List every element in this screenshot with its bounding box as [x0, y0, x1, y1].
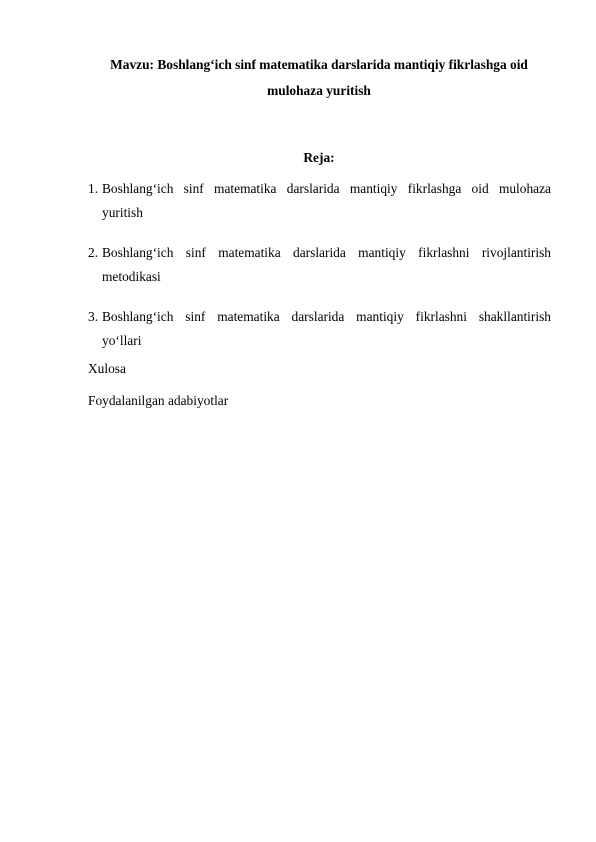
document-title-line-2: mulohaza yuritish: [267, 83, 371, 98]
document-title-line-1: Mavzu: Boshlang‘ich sinf matematika darslarida mantiqiy fikrlashga oid: [110, 57, 528, 72]
plan-item-text-line-2: yuritish: [102, 205, 143, 220]
conclusion-heading: Xulosa: [88, 361, 126, 376]
plan-heading: Reja:: [303, 150, 335, 165]
plan-item-text-line-1: Boshlang‘ich sinf matematika darslarida mantiqiy fikrlashni shakllantirish: [102, 309, 551, 324]
plan-item-text-line-2: metodikasi: [102, 269, 161, 284]
plan-item-text-line-1: Boshlang‘ich sinf matematika darslarida mantiqiy fikrlashga oid mulohaza: [102, 181, 551, 196]
plan-item-number: 2.: [88, 245, 99, 260]
plan-item-number: 3.: [88, 309, 99, 324]
plan-item-text-line-1: Boshlang‘ich sinf matematika darslarida mantiqiy fikrlashni rivojlantirish: [102, 245, 551, 260]
plan-item-number: 1.: [88, 181, 99, 196]
references-heading: Foydalanilgan adabiyotlar: [88, 393, 229, 408]
plan-item-text-line-2: yo‘llari: [102, 333, 142, 348]
